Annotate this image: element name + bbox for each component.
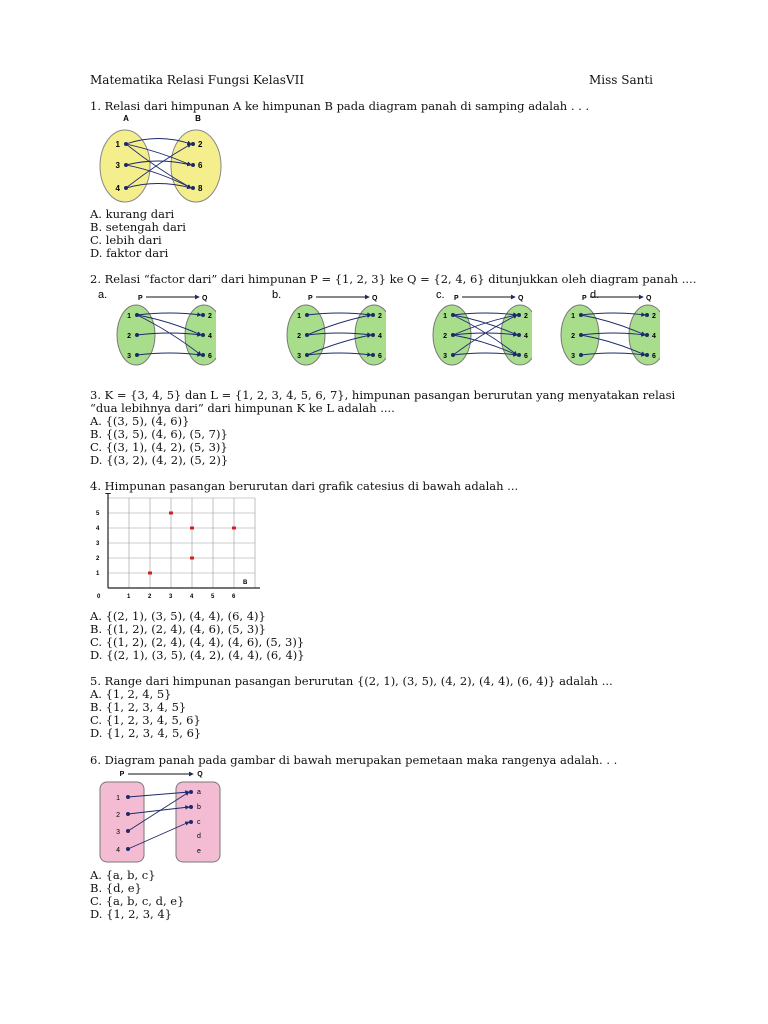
p-element: 1: [127, 313, 131, 320]
q3-option-d: D. {(3, 2), (4, 2), (5, 2)}: [90, 453, 229, 467]
data-point: [148, 572, 152, 575]
set-b-label: B: [195, 114, 201, 123]
a-element: 3: [115, 161, 120, 170]
y-tick-label: 3: [96, 541, 100, 547]
p-element: 3: [443, 353, 447, 360]
q-element: 4: [378, 333, 382, 340]
x-tick-label: 2: [148, 594, 152, 600]
q-label: Q: [646, 295, 652, 302]
p-label: P: [454, 295, 459, 302]
author-name: Miss Santi: [589, 73, 654, 87]
p-element: 1: [116, 795, 120, 802]
q3-question-line2: “dua lebihnya dari” dari himpunan K ke L adalah ....: [90, 401, 395, 415]
q1-option-a: A. kurang dari: [90, 207, 175, 221]
q-label: Q: [197, 771, 203, 778]
q-element: 4: [524, 333, 528, 340]
a-element: 4: [115, 184, 120, 193]
p-label: P: [119, 771, 125, 778]
q4-option-c: C. {(1, 2), (2, 4), (4, 4), (4, 6), (5, 3)}: [90, 635, 305, 649]
b-element: 6: [198, 161, 203, 170]
b-element: 2: [198, 140, 203, 149]
q2-diagram: [412, 287, 532, 367]
data-point: [190, 557, 194, 560]
x-tick-label: 6: [232, 594, 236, 600]
q-element: 6: [208, 353, 212, 360]
p-element: 2: [571, 333, 575, 340]
y-tick-label: 5: [96, 511, 100, 517]
q-element: 6: [378, 353, 382, 360]
q3-option-b: B. {(3, 5), (4, 6), (5, 7)}: [90, 427, 228, 441]
x-tick-label: 3: [169, 594, 173, 600]
q1-question: 1. Relasi dari himpunan A ke himpunan B pada diagram panah di samping adalah . . .: [90, 99, 590, 113]
q-element: c: [197, 819, 201, 826]
set-p-box: [100, 782, 144, 862]
a-element: 1: [115, 140, 120, 149]
q6-option-d: D. {1, 2, 3, 4}: [90, 907, 172, 921]
x-tick-label: 1: [127, 594, 131, 600]
q4-option-b: B. {(1, 2), (2, 4), (4, 6), (5, 3)}: [90, 622, 266, 636]
q-element: 2: [652, 313, 656, 320]
q-element: 6: [524, 353, 528, 360]
q6-arrow-diagram: [96, 766, 228, 866]
y-tick-label: 4: [96, 526, 100, 532]
q-element: d: [197, 833, 201, 840]
q1-arrow-diagram: [98, 113, 228, 205]
x-tick-label: 0: [97, 594, 101, 600]
q2-diagram-label: a.: [98, 289, 108, 301]
p-element: 3: [116, 829, 120, 836]
p-element: 1: [297, 313, 301, 320]
q2-question: 2. Relasi “factor dari” dari himpunan P = {1, 2, 3} ke Q = {2, 4, 6} ditunjukkan oleh diagram panah ....: [90, 272, 697, 286]
q-element: 2: [208, 313, 212, 320]
q-label: Q: [372, 295, 378, 302]
p-element: 4: [116, 847, 120, 854]
q4-cartesian-chart: [88, 493, 260, 605]
p-element: 1: [443, 313, 447, 320]
q-element: 2: [524, 313, 528, 320]
q2-diagram: [266, 287, 386, 367]
q-element: 4: [652, 333, 656, 340]
q-element: 6: [652, 353, 656, 360]
p-element: 3: [571, 353, 575, 360]
x-axis-label: B: [243, 580, 248, 586]
p-element: 2: [116, 812, 120, 819]
q4-option-a: A. {(2, 1), (3, 5), (4, 4), (6, 4)}: [90, 609, 266, 623]
q6-option-b: B. {d, e}: [90, 881, 142, 895]
q6-question: 6. Diagram panah pada gambar di bawah merupakan pemetaan maka rangenya adalah. . .: [90, 753, 618, 767]
q-element: 2: [378, 313, 382, 320]
q3-option-c: C. {(3, 1), (4, 2), (5, 3)}: [90, 440, 228, 454]
q2-diagram-label: c.: [436, 289, 445, 301]
q3-question-line1: 3. K = {3, 4, 5} dan L = {1, 2, 3, 4, 5, 6, 7}, himpunan pasangan berurutan yang menyatakan relasi: [90, 388, 676, 402]
data-point: [169, 512, 173, 515]
q5-option-c: C. {1, 2, 3, 4, 5, 6}: [90, 713, 201, 727]
q5-option-d: D. {1, 2, 3, 4, 5, 6}: [90, 726, 202, 740]
q-element: a: [197, 789, 201, 796]
q4-question: 4. Himpunan pasangan berurutan dari grafik catesius di bawah adalah ...: [90, 479, 519, 493]
q1-option-c: C. lebih dari: [90, 233, 162, 247]
y-tick-label: 1: [96, 571, 100, 577]
y-tick-label: 2: [96, 556, 100, 562]
p-element: 1: [571, 313, 575, 320]
y-axis-arrowhead: [105, 493, 111, 494]
q5-option-b: B. {1, 2, 3, 4, 5}: [90, 700, 187, 714]
q-element: 4: [208, 333, 212, 340]
q3-option-a: A. {(3, 5), (4, 6)}: [90, 414, 190, 428]
p-element: 2: [127, 333, 131, 340]
q6-option-c: C. {a, b, c, d, e}: [90, 894, 185, 908]
q-label: Q: [202, 295, 208, 302]
x-tick-label: 5: [211, 594, 215, 600]
p-label: P: [582, 295, 587, 302]
q2-diagram: [96, 287, 216, 367]
q5-option-a: A. {1, 2, 4, 5}: [90, 687, 172, 701]
q1-option-b: B. setengah dari: [90, 220, 186, 234]
p-element: 2: [297, 333, 301, 340]
p-label: P: [308, 295, 313, 302]
p-element: 3: [297, 353, 301, 360]
p-element: 3: [127, 353, 131, 360]
q-label: Q: [518, 295, 524, 302]
document-title: Matematika Relasi Fungsi KelasVII: [90, 73, 305, 87]
data-point: [190, 527, 194, 530]
set-a-label: A: [123, 114, 129, 123]
b-element: 8: [198, 184, 203, 193]
q-element: b: [197, 804, 201, 811]
p-label: P: [138, 295, 143, 302]
q4-option-d: D. {(2, 1), (3, 5), (4, 2), (4, 4), (6, 4)}: [90, 648, 305, 662]
x-tick-label: 4: [190, 594, 194, 600]
q5-question: 5. Range dari himpunan pasangan berurutan {(2, 1), (3, 5), (4, 2), (4, 4), (6, 4)} adalah ...: [90, 674, 613, 688]
q-element: e: [197, 848, 201, 855]
q1-option-d: D. faktor dari: [90, 246, 169, 260]
q6-option-a: A. {a, b, c}: [90, 868, 156, 882]
q2-diagram: [540, 287, 660, 367]
p-element: 2: [443, 333, 447, 340]
q2-diagram-label: d.: [590, 289, 600, 301]
q2-diagram-label: b.: [272, 289, 282, 301]
data-point: [232, 527, 236, 530]
